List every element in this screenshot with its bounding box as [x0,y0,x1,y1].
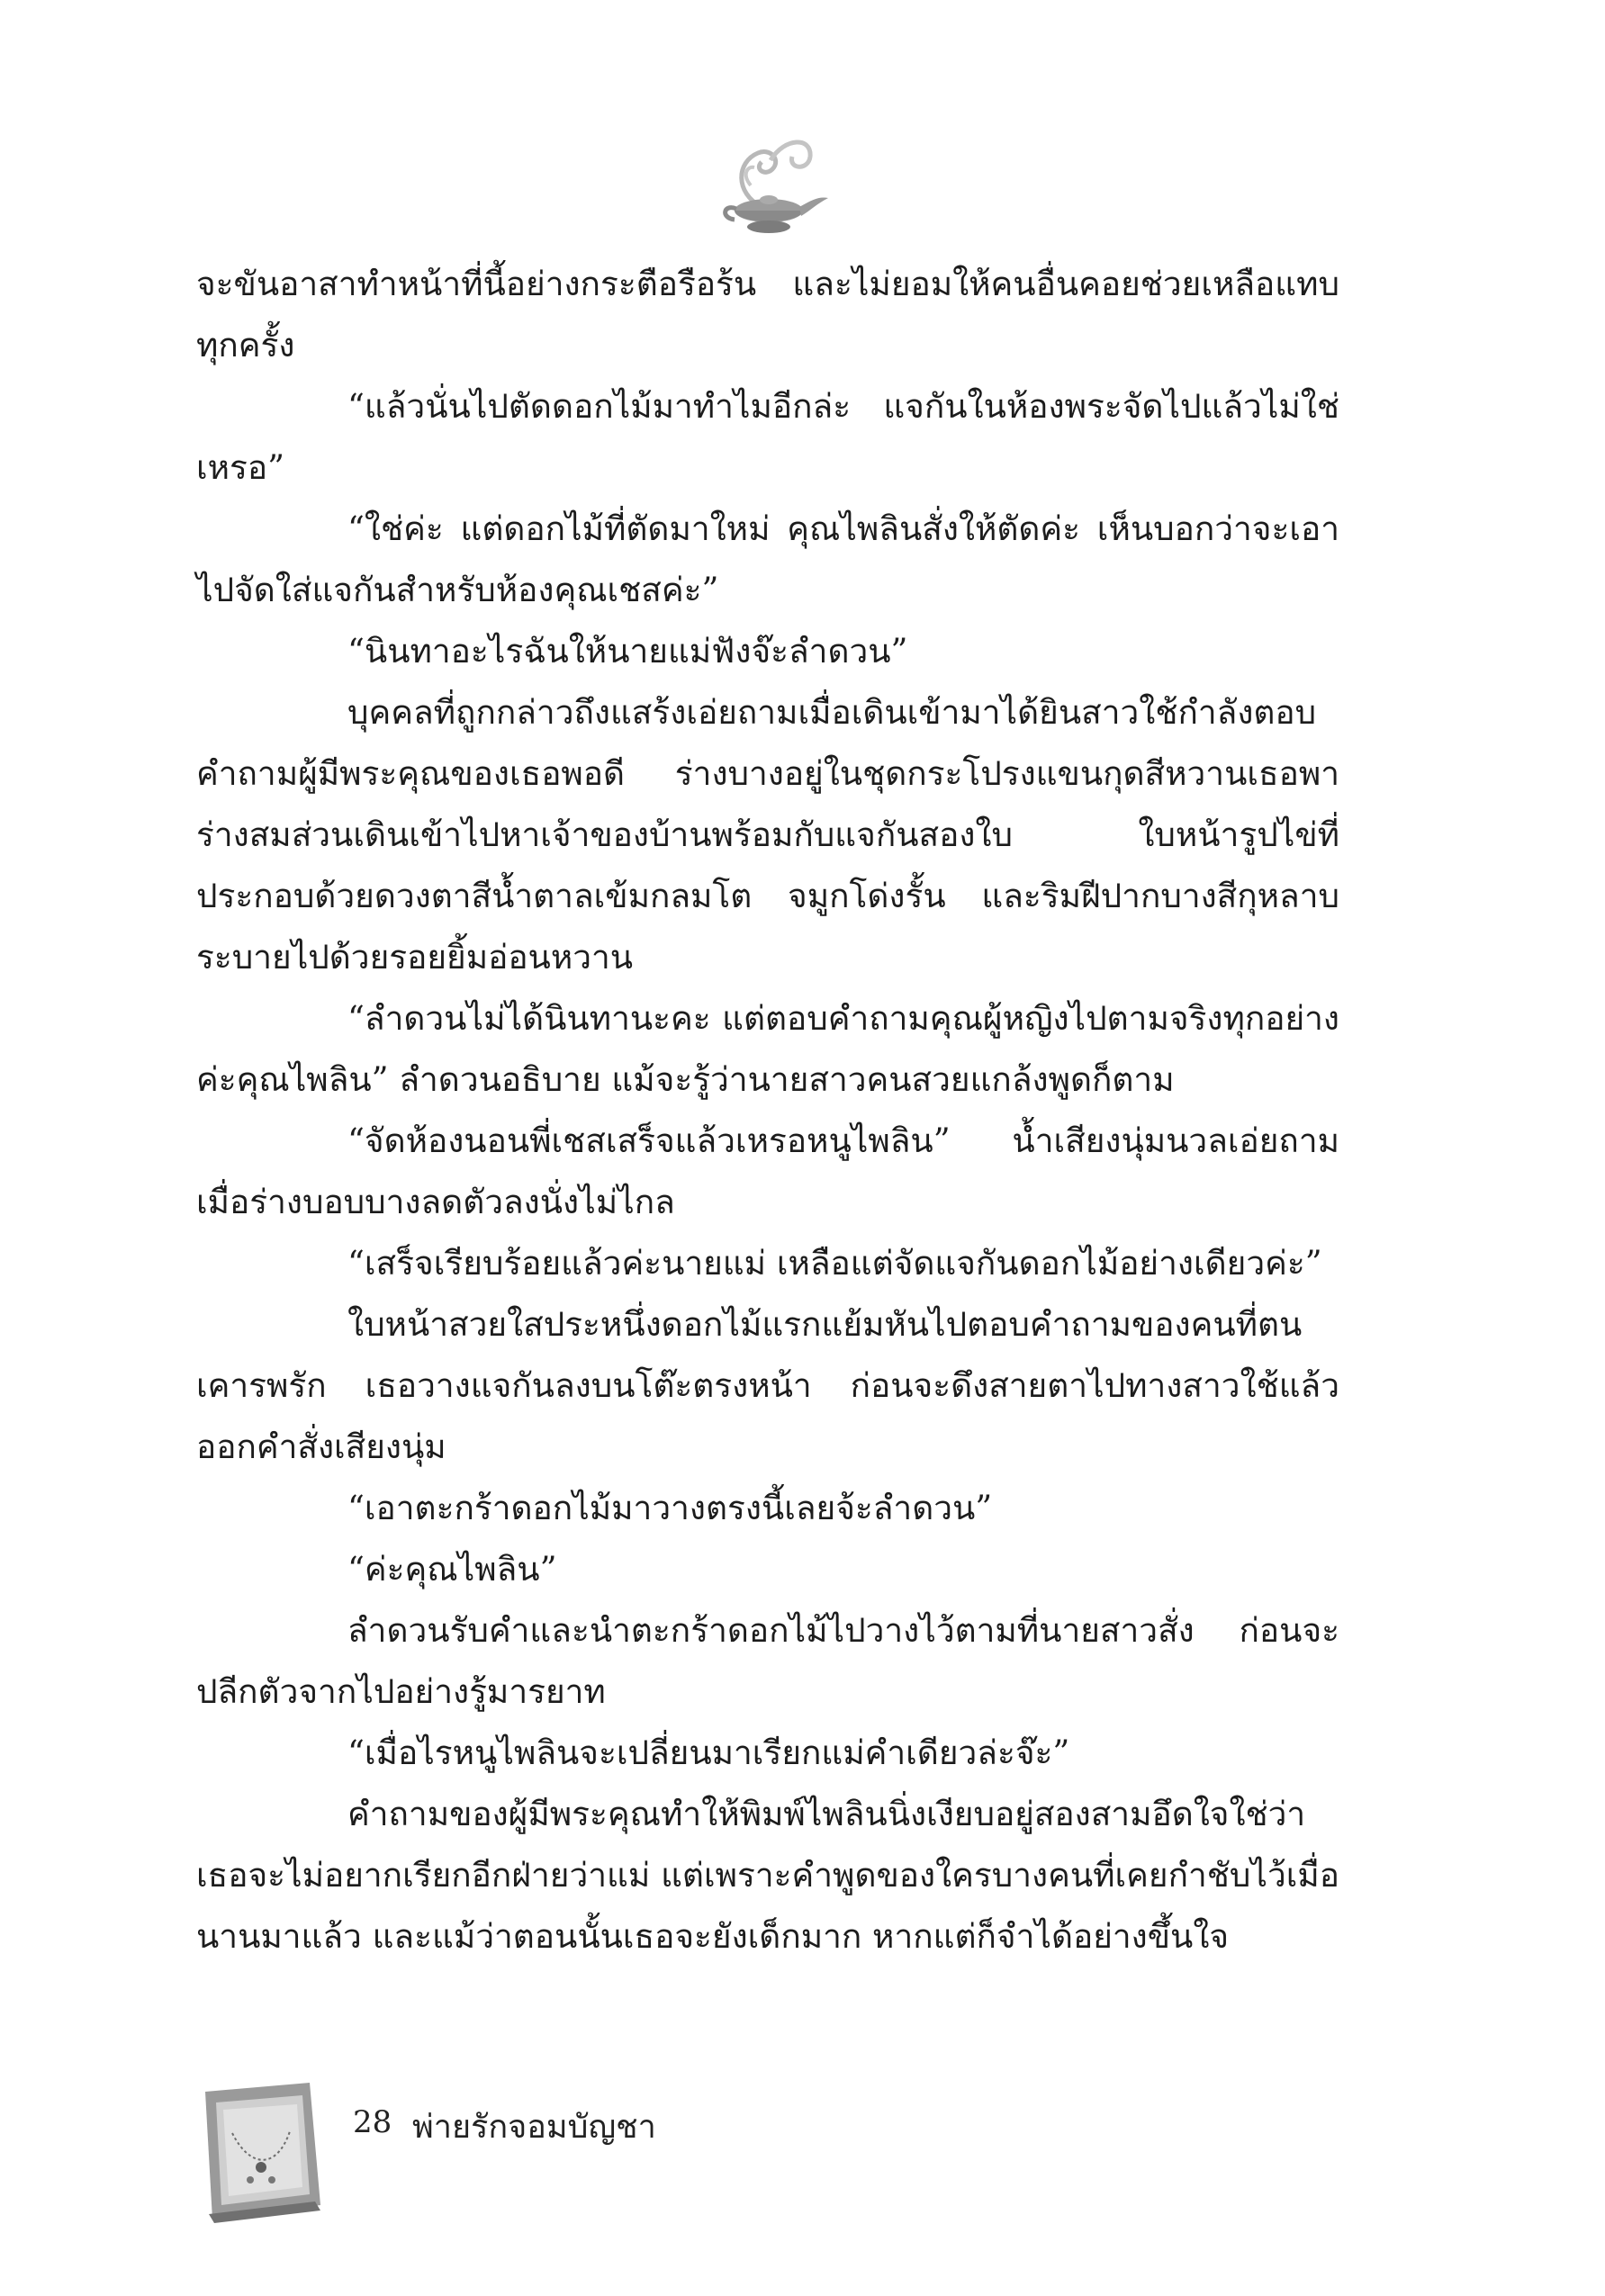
paragraph: “จัดห้องนอนพี่เชสเสร็จแล้วเหรอหนูไพลิน” น้ำเสียงนุ่มนวลเอ่ยถามเมื่อร่างบอบบางลดตัวลงนั่งไม่ไกล [196,1121,1339,1221]
paragraph: ลำดวนรับคำและนำตะกร้าดอกไม้ไปวางไว้ตามที่นายสาวสั่ง ก่อนจะปลีกตัวจากไปอย่างรู้มารยาท [196,1611,1339,1711]
paragraph: “นินทาอะไรฉันให้นายแม่ฟังจ๊ะลำดวน” [347,632,908,671]
paragraph: “เสร็จเรียบร้อยแล้วค่ะนายแม่ เหลือแต่จัดแจกันดอกไม้อย่างเดียวค่ะ” [347,1244,1322,1283]
paragraph: “ค่ะคุณไพลิน” [347,1550,557,1589]
paragraph: “แล้วนั่นไปตัดดอกไม้มาทำไมอีกล่ะ แจกันในห้องพระจัดไปแล้วไม่ใช่เหรอ” [196,387,1339,487]
jewelry-box-icon [196,2079,324,2225]
book-title: พ่ายรักจอมบัญชา [412,2109,656,2146]
paragraph: “เมื่อไรหนูไพลินจะเปลี่ยนมาเรียกแม่คำเดียวล่ะจ๊ะ” [347,1733,1070,1772]
body-text [196,254,1339,1967]
paragraph: “เอาตะกร้าดอกไม้มาวางตรงนี้เลยจ้ะลำดวน” [347,1489,993,1527]
paragraph: คำถามของผู้มีพระคุณทำให้พิมพ์ไพลินนิ่งเงียบอยู่สองสามอึดใจใช่ว่าเธอจะไม่อยากเรียกอีกฝ่ายว่าแม่ แต่เพราะคำพูดของใครบางคนที่เคยกำชับไว้เมื่อนานมาแล้ว และแม้ว่าตอนนั้นเธอจะยังเด็กมาก หากแต่ก็จำได้อย่างขึ้นใจ [196,1795,1339,1956]
page-number: 28 [353,2104,392,2140]
paragraph: จะขันอาสาทำหน้าที่นี้อย่างกระตือรือร้น และไม่ยอมให้คนอื่นคอยช่วยเหลือแทบทุกครั้ง [196,265,1339,365]
paragraph: ใบหน้าสวยใสประหนึ่งดอกไม้แรกแย้มหันไปตอบคำถามของคนที่ตนเคารพรัก เธอวางแจกันลงบนโต๊ะตรงหน้า ก่อนจะดึงสายตาไปทางสาวใช้แล้วออกคำสั่งเสียงนุ่ม [196,1305,1339,1466]
genie-lamp-icon [699,110,834,245]
paragraph: “ลำดวนไม่ได้นินทานะคะ แต่ตอบคำถามคุณผู้หญิงไปตามจริงทุกอย่างค่ะคุณไพลิน” ลำดวนอธิบาย แม้จะรู้ว่านายสาวคนสวยแกล้งพูดก็ตาม [196,999,1339,1099]
paragraph: “ใช่ค่ะ แต่ดอกไม้ที่ตัดมาใหม่ คุณไพลินสั่งให้ตัดค่ะ เห็นบอกว่าจะเอาไปจัดใส่แจกันสำหรับห้องคุณเชสค่ะ” [196,509,1339,609]
paragraph: บุคคลที่ถูกกล่าวถึงแสร้งเอ่ยถามเมื่อเดินเข้ามาได้ยินสาวใช้กำลังตอบคำถามผู้มีพระคุณของเธอพอดี ร่างบางอยู่ในชุดกระโปรงแขนกุดสีหวานเธอพาร่างสมส่วนเดินเข้าไปหาเจ้าของบ้านพร้อมกับแจกันสองใบ ใบหน้ารูปไข่ที่ประกอบด้วยดวงตาสีน้ำตาลเข้มกลมโต จมูกโด่งรั้น และริมฝีปากบางสีกุหลาบระบายไปด้วยรอยยิ้มอ่อนหวาน [196,693,1339,977]
